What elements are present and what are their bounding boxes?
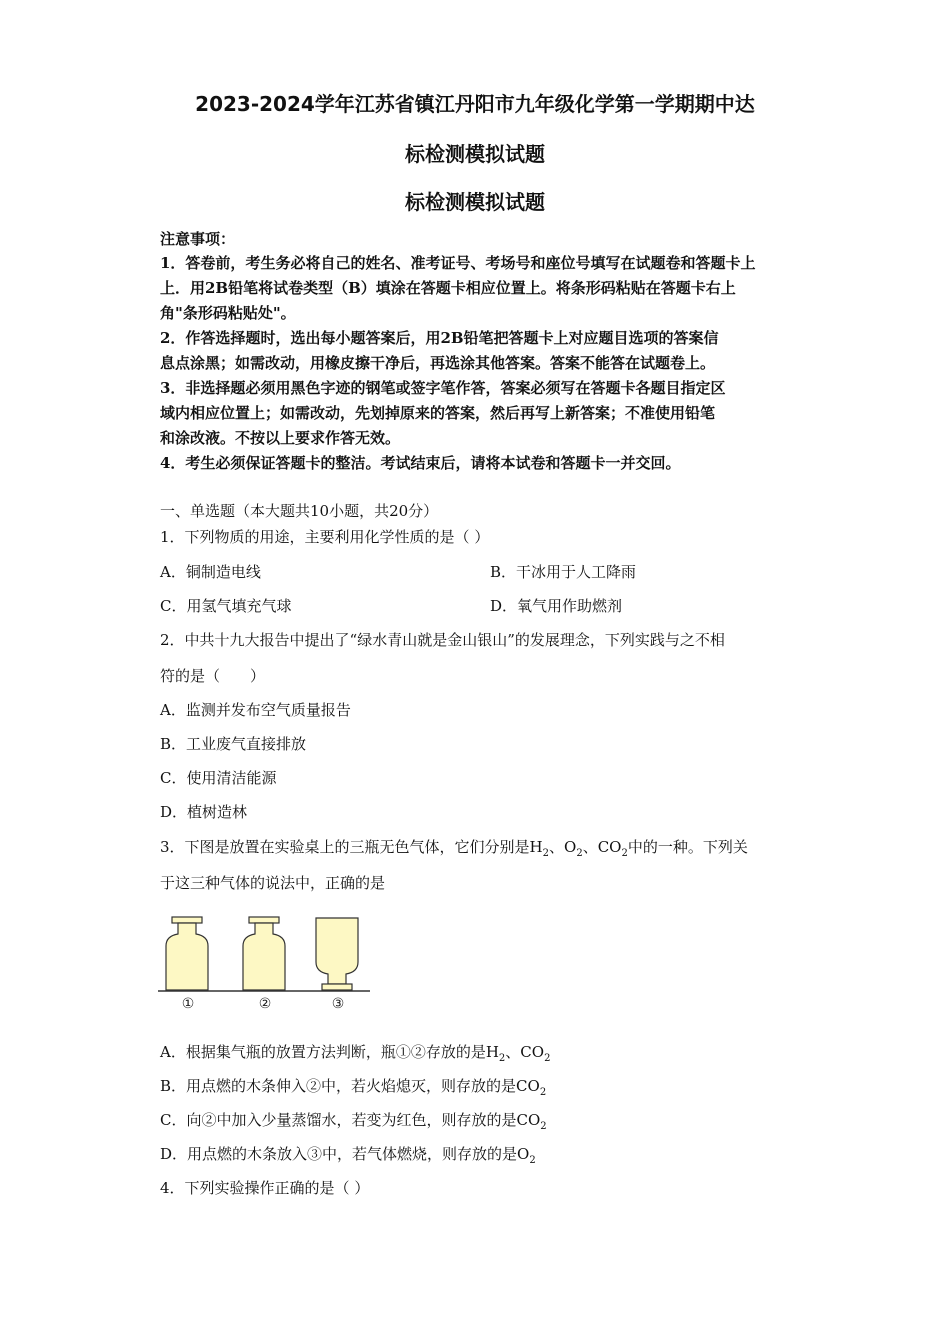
notice-line: 4．考生必须保证答题卡的整洁。考试结束后，请将本试卷和答题卡一并交回。 (160, 454, 681, 472)
q1-option-a: A．铜制造电线 (160, 563, 261, 581)
notice-line: 域内相应位置上；如需改动，先划掉原来的答案，然后再写上新答案；不准使用铅笔 (160, 404, 716, 422)
q3-option-c: C．向②中加入少量蒸馏水，若变为红色，则存放的是$CO_2$ (160, 1111, 547, 1132)
notice-line: 角"条形码粘贴处"。 (160, 304, 296, 322)
q2-stem-line2: 符的是（ ） (160, 667, 266, 685)
gas-bottles-figure (158, 912, 374, 1012)
section-heading: 一、单选题（本大题共10小题，共20分） (160, 502, 439, 520)
q4-stem: 4．下列实验操作正确的是（ ） (160, 1179, 370, 1197)
exam-title-line3: 标检测模拟试题 (405, 190, 545, 214)
notice-line: 息点涂黑；如需改动，用橡皮擦干净后，再选涂其他答案。答案不能答在试题卷上。 (160, 354, 716, 372)
bottle-2 (243, 917, 285, 990)
q2-option-b: B．工业废气直接排放 (160, 735, 307, 753)
q3-stem-line2: 于这三种气体的说法中，正确的是 (160, 874, 386, 892)
notice-line: 3．非选择题必须用黑色字迹的钢笔或签字笔作答，答案必须写在答题卡各题目指定区 (160, 379, 726, 397)
q2-option-c: C．使用清洁能源 (160, 769, 277, 787)
bottle-3 (316, 918, 358, 990)
bottle-label-1: ① (181, 996, 195, 1012)
q1-option-d: D．氧气用作助燃剂 (490, 597, 623, 615)
bottle-label-3: ③ (331, 996, 345, 1012)
q1-option-b: B．干冰用于人工降雨 (490, 563, 637, 581)
q3-option-d: D．用点燃的木条放入③中，若气体燃烧，则存放的是$O_2$ (160, 1145, 536, 1166)
notice-line: 1．答卷前，考生务必将自己的姓名、准考证号、考场号和座位号填写在试题卷和答题卡上 (160, 254, 756, 272)
notice-heading: 注意事项： (160, 230, 236, 248)
exam-title-line1: 2023-2024学年江苏省镇江丹阳市九年级化学第一学期期中达 (195, 92, 755, 116)
q3-option-a: A．根据集气瓶的放置方法判断，瓶①②存放的是$H_2$、$CO_2$ (160, 1043, 551, 1064)
q3-option-b: B．用点燃的木条伸入②中，若火焰熄灭，则存放的是$CO_2$ (160, 1077, 547, 1098)
notice-line: 上．用2B铅笔将试卷类型（B）填涂在答题卡相应位置上。将条形码粘贴在答题卡右上 (160, 279, 736, 297)
q2-option-a: A．监测并发布空气质量报告 (160, 701, 351, 719)
q1-option-c: C．用氢气填充气球 (160, 597, 292, 615)
q3-stem-line1: 3．下图是放置在实验桌上的三瓶无色气体，它们分别是$H_2$、$O_2$、$CO_2$中的一种。下列关 (160, 838, 748, 859)
bottle-1 (166, 917, 208, 990)
bottle-label-2: ② (258, 996, 272, 1012)
q2-stem-line1: 2．中共十九大报告中提出了“绿水青山就是金山银山”的发展理念，下列实践与之不相 (160, 631, 725, 649)
notice-line: 和涂改液。不按以上要求作答无效。 (160, 429, 401, 447)
q2-option-d: D．植树造林 (160, 803, 248, 821)
exam-title-line2: 标检测模拟试题 (405, 142, 545, 166)
q1-stem: 1．下列物质的用途，主要利用化学性质的是（ ） (160, 528, 490, 546)
notice-line: 2．作答选择题时，选出每小题答案后，用2B铅笔把答题卡上对应题目选项的答案信 (160, 329, 719, 347)
